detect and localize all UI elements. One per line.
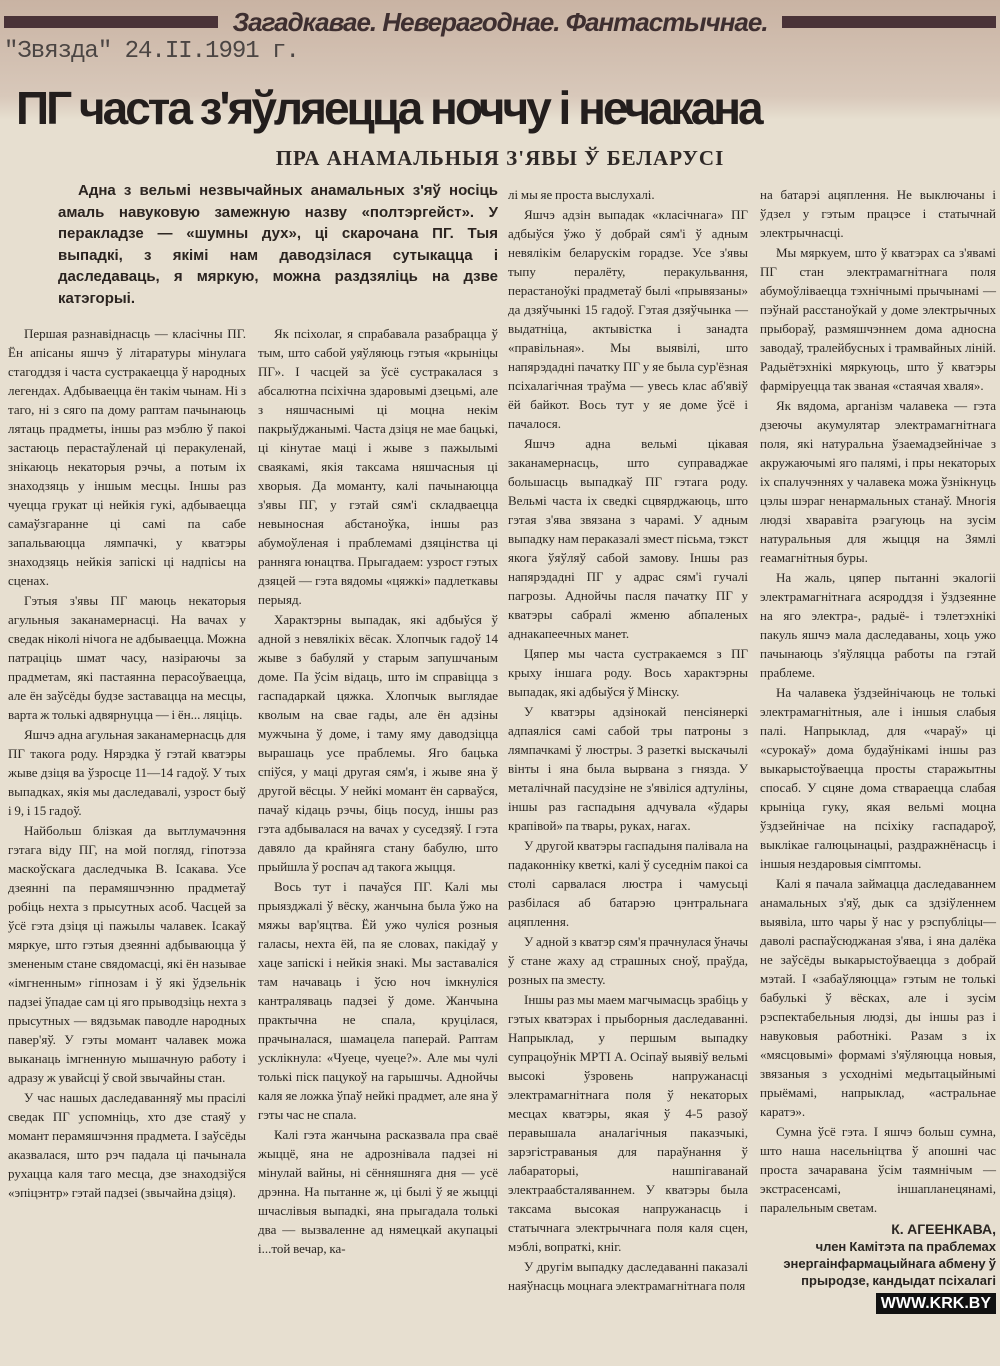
paragraph: Калі я пачала займацца даследаваннем анамальных з'яў, дык са здзіўленнем выявіла, што чары ў нас у рэспубліцы— даволі распаўсюджаная з'ява, і яна далёка не заўсёды выкарыстоўваецца з добрай мэтай. І «забаўляюцца» гэтым не толькі бабулькі ў вёсках, але і зусім рэспектабельныя людзі, ды іншы раз і навуковыя работнікі. Разам з іх «мясцовымі» формамі з'яўляюцца новыя, звязаныя з усходнімі медытацыйнымі прыёмамі, напрыклад, «астральнае каратэ».: [760, 876, 996, 1119]
paragraph: Іншы раз мы маем магчымасць зрабіць у гэтых кватэрах і прыборныя даследаванні. Напрыклад, у першым выпадку супрацоўнік МРТІ А. Осіпаў выявіў вельмі высокі ўзровень напружанасці электрамагнітнага поля ў некаторых месцах кватэры, якая ў 4-5 разоў перавышала аналагічныя паказчыкі, зарэгістраваныя для параўнання ў лабараторыі, нашпігаванай электраабсталяваннем. У кватэры была таксама высокая напружанасць і статычнага электрычнага поля каля сцен, мэблі, вопраткі, кніг.: [508, 992, 748, 1254]
paragraph: Як вядома, арганізм чалавека — гэта дзеючы акумулятар электрамагнітнага поля, які натуральна ўзаемадзейнічае з акружаючымі яго палямі, і пры некаторых іх спалучэннях у чалавека можа ўзнікнуць цэлы шэраг ненармальных станаў. Многія людзі хваравіта рэагуюць на зусім натуральныя для жыцця на Зямлі геамагнітныя буры.: [760, 398, 996, 565]
paragraph: Яшчэ адна агульная заканамернасць для ПГ такога роду. Нярэдка ў гэтай кватэры жыве дзіця ва ўзросце 11—14 гадоў. У тых выпадках, якія мы даследавалі, узрост быў і 9, і 15 гадоў.: [8, 727, 246, 818]
paragraph: Характэрны выпадак, які адбыўся ў адной з невялікіх вёсак. Хлопчык гадоў 14 жыве з бабуляй у старым запушчаным доме. Па ўсім відаць, што ім справіцца з гаспадаркай цяжка. Хлопчык выглядае кволым на свае гады, але ён адзіны мужчына ў доме, і таму яму даводзіцца вырашаць усе праблемы. Яго бацька спіўся, у маці другая сям'я, і жыве яна ў другой вёсцы. У нейкі момант ён сарваўся, пачаў кідаць рэчы, біць посуд, іншы раз гэта адбывалася на вачах у суседзяў. І гэта давяло да крайняга стану бабулю, што прыйшла ў роспач ад такога жыцця.: [258, 612, 498, 874]
column-1: [8, 324, 246, 1203]
paragraph: На жаль, цяпер пытанні экалогіі электрамагнітнага асяроддзя і ўздзеянне на яго электра-, радыё- і тэлетэхнікі пакуль яшчэ мала даследаваны, хоць ужо пачынаюць з'яўляцца работы па гэтай праблеме.: [760, 570, 996, 680]
paragraph: Калі гэта жанчына расказвала пра сваё жыццё, яна не адрознівала падзеі ні мінулай вайны, ні сённяшняга дня — усё дрэнна. На пытанне ж, ці былі ў яе жыцці шчаслівыя выпадкі, яна прыгадала толькі два — вызваленне ад нямецкай акупацыі і...той вечар, ка-: [258, 1127, 498, 1256]
paragraph: У другой кватэры гаспадыня палівала на падаконніку кветкі, калі ў суседнім пакоі са столі сарвалася люстра і чамусьці разбілася аб батарэю цэнтральнага ацяплення.: [508, 838, 748, 929]
paragraph: У час нашых даследаванняў мы прасілі сведак ПГ успомніць, хто дзе стаяў у момант перамяшчэння прадмета. І заўсёды аказвалася, што рэч падала ці пачынала рухацца каля таго месца, дзе знаходзіўся «эпіцэнтр» гэтай падзеі (звычайна дзіця).: [8, 1090, 246, 1200]
headline: ПГ часта з'яўляецца ноччу і нечакана: [16, 82, 761, 134]
source-dateline: "Звязда" 24.II.1991 г.: [4, 38, 299, 65]
watermark-row: [760, 1293, 996, 1314]
column-2: [258, 324, 498, 1259]
paragraph: Мы мяркуем, што ў кватэрах са з'явамі ПГ стан электрамагнітнага поля абумоўліваецца тэхнічнымі прычынамі — пэўнай расстаноўкай у доме электрычных прыбораў, размяшчэннем дома адносна заводаў, тралейбусных і трамвайных ліній. Радыётэхнікі мяркуюць, што ў кватэры фарміруецца так званая «стаячая хваля».: [760, 245, 996, 393]
rubric-text: Загадкавае. Неверагоднае. Фантастычнае.: [232, 6, 768, 37]
paragraph: Як псіхолаг, я спрабавала разабрацца ў тым, што сабой уяўляюць гэтыя «крыніцы ПГ». І часцей за ўсё сустракалася з абсалютна псіхічна здаровымі дзецьмі, але з няшчаснымі ці моцна некім пакрыўджанымі. Часта дзіця не мае бацькі, ці кінутае маці і жыве з пажылымі сваякамі, якія таксама няшчасныя ці хворыя. Да моманту, калі пачынаюцца з'явы ПГ, у гэтай сям'і складваецца невыносная абстаноўка, іншы раз абумоўленая і праблемамі дзяцінства ці ранняга юнацтва. Прыгадаем: узрост гэтых дзяцей — гэта вядомы «цяжкі» падлеткавы перыяд.: [258, 326, 498, 607]
author-role: член Камітэта па праблемах энергаінфармацыйнага абмену ў прыродзе, кандыдат псіхалагі: [783, 1239, 996, 1288]
paragraph: Сумна ўсё гэта. І яшчэ больш сумна, што наша насельніцтва ў апошні час проста зачаравана ўсім таямнічым — экстрасенсамі, іншапланецянамі, паралельным светам.: [760, 1124, 996, 1215]
paragraph: Першая разнавіднасць — класічны ПГ. Ён апісаны яшчэ ў літаратуры мінулага стагоддзя і часта сустракаецца ў народных легендах. Адбываецца ён такім чынам. Ні з таго, ні з сяго па дому раптам пачынаюць лятаць прадметы, іншы раз мэблю ў пакоі застаюць перастаўленай ці перакуленай, знікаюць некаторыя рэчы, а потым іх знаходзяць у іншым месцы. Іншы раз чуецца грукат ці нейкія гукі, адбываецца самаўзгаранне ці самі па сабе запальваюцца лямпачкі, у кватэры знаходзяць нейкія запіскі ці надпісы на сценах.: [8, 326, 246, 588]
rubric-bar-left: [4, 16, 218, 28]
paragraph: Яшчэ адзін выпадак «класічнага» ПГ адбыўся ўжо ў добрай сям'і ў адным невялікім беларускім горадзе. Усе з'явы тыпу пералёту, перакульвання, перастаноўкі прадметаў былі «прывязаны» да дзяўчынкі 15 гадоў. Гэтая дзяўчынка — выдатніца, актывістка і занадта «правільная». Мы выявілі, што напярэдадні пачатку ПГ у яе была сур'ёзная псіхалагічная траўма — увесь клас аб'явіў ёй байкот. Вось тут у яе доме ўсё і пачалося.: [508, 207, 748, 431]
paragraph: Гэтыя з'явы ПГ маюць некаторыя агульныя заканамернасці. На вачах у сведак ніколі нічога не адбываецца. Можна патраціць шмат часу, назіраючы за прадметам, які пастаянна перасоўваецца, але ён заўсёды будзе заставацца на месцы, варта ж толькі адвярнуцца — і ён... ляціць.: [8, 593, 246, 722]
lead-paragraph: Адна з вельмі незвычайных анамальных з'яў носіць амаль навуковую замежную назву «полтэргейст». У перакладзе — «шумны дух», ці скарочана ПГ. Тыя выпадкі, з якімі нам даводзілася сутыкацца і даследаваць, я мяркую, можна раздзяліць на дзве катэгорыі.: [58, 182, 498, 307]
rubric: [0, 4, 1000, 40]
column-3: [508, 185, 748, 1296]
column-4: [760, 185, 996, 1314]
paragraph: У кватэры адзінокай пенсіянеркі адпаяліся самі сабой тры патроны з лямпачкамі ў люстры. З разеткі выскачылі вінты і яна была вырвана з гнязда. У металічнай пасудзіне не з'явіліся адтуліны, іншы раз гаспадыня адчувала «ўдары крапівой» па твары, руках, нагах.: [508, 704, 748, 833]
paragraph: на батарэі ацяплення. Не выключаны і ўдзел у гэтым працэсе і статычнай электрычнасці.: [760, 187, 996, 240]
author-signature: [760, 1221, 996, 1289]
watermark: WWW.KRK.BY: [876, 1293, 996, 1314]
paragraph: У другім выпадку даследаванні паказалі наяўнасць моцнага электрамагнітнага поля: [508, 1259, 748, 1293]
rubric-bar-right: [782, 16, 996, 28]
paragraph: Вось тут і пачаўся ПГ. Калі мы прыязджалі ў вёску, жанчына была ўжо на мяжы вар'яцтва. Ёй ужо чуліся розныя галасы, нехта ёй, па яе словах, пакідаў у хаце запіскі і нейкія знакі. Мы заставаліся там начаваць і ўсю ноч імкнуліся кантраляваць падзеі ў доме. Жанчына практычна не спала, круцілася, прачыналася, шамацела паперай. Раптам усклікнула: «Чуеце, чуеце?». Але мы чулі толькі піск пацукоў на гарышчы. Аднойчы каля яе ложка ўпаў нейкі прадмет, але яна ў гэты час не спала.: [258, 879, 498, 1122]
author-name: К. АГЕЕНКАВА,: [891, 1221, 996, 1237]
paragraph: У адной з кватэр сям'я прачнулася ўначы ў стане жаху ад страшных сноў, праўда, розных па зместу.: [508, 934, 748, 987]
paragraph: Яшчэ адна вельмі цікавая заканамернасць, што суправаджае большасць выпадкаў ПГ гэтага роду. Вельмі часта іх сведкі сцвярджаюць, што гэтая з'ява звязана з чарамі. У адным выпадку нам пераказалі змест пісьма, тэкст якога ўяўляў сабой замову. Іншы раз напярэдадні ПГ у адрас сям'і гучалі пагрозы. Аднойчы пасля пачатку ПГ у кватэры сабралі жменю абпаленых аднакапеечных манет.: [508, 436, 748, 641]
paragraph: Цяпер мы часта сустракаемся з ПГ крыху іншага роду. Вось характэрны выпадак, які адбыўся ў Мінску.: [508, 646, 748, 699]
paragraph: Найбольш блізкая да вытлумачэння гэтага віду ПГ, на мой погляд, гіпотэза маскоўскага даследчыка В. Ісакава. Усе дзеянні па перамяшчэнню прадметаў робіць нехта з прысутных асоб. Часцей за ўсё гэта дзіця ці пажылы чалавек. Ісакаў мяркуе, што гэтыя дзеянні адбываюцца ў змененым стане свядомасці, які ён называе «імгненным» гіпнозам і ў які ўдзельнік падзеі ўпадае сам ці яго прыводзіць нехта з прысутных — вядзьмак паводле народных павер'яў. У гэты момант чалавек можа выканаць імгненную мышачную работу і адразу ж увайсці ў свой звычайны стан.: [8, 823, 246, 1085]
paragraph: На чалавека ўздзейнічаюць не толькі электрамагнітныя, але і іншыя слабыя палі. Напрыклад, для «чараў» ці «сурокаў» дома будаўнікамі іншы раз выкарыстоўваецца просты старажытны спосаб. У сцяне дома ствараецца слабая крыніца гуку, якая вельмі моцна ўздзейнічае на псіхіку гаспадароў, выклікае галюцынацыі, раздражнёнасць і іншыя нездаровыя сімптомы.: [760, 685, 996, 871]
paragraph: лі мы яе проста выслухалі.: [508, 187, 655, 202]
subtitle: ПРА АНАМАЛЬНЫЯ З'ЯВЫ Ў БЕЛАРУСІ: [275, 146, 725, 170]
